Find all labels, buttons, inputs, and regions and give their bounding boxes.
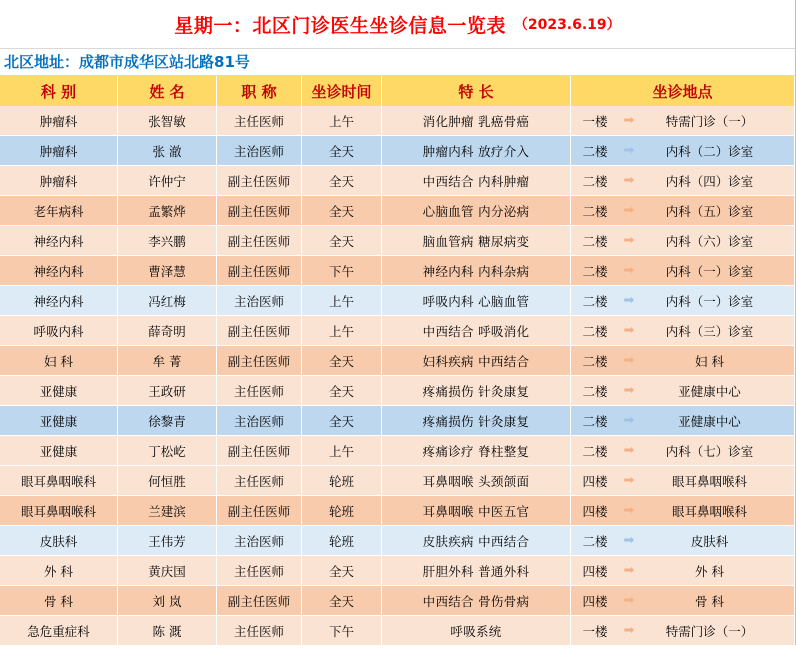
time-cell: 全天 xyxy=(302,406,382,435)
right-arrow-icon: ➡ xyxy=(623,293,635,308)
title-cell: 主任医师 xyxy=(217,556,302,585)
title-row xyxy=(0,0,795,49)
time-cell: 全天 xyxy=(302,376,382,405)
time-cell: 全天 xyxy=(302,166,382,195)
title-cell: 副主任医师 xyxy=(217,496,302,525)
table-row xyxy=(0,556,795,586)
title-cell: 副主任医师 xyxy=(217,346,302,375)
header-time: 坐诊时间 xyxy=(302,76,382,106)
location-cell xyxy=(571,136,795,165)
specialty-cell: 皮肤疾病 中西结合 xyxy=(382,526,571,555)
floor-text: 二楼 xyxy=(582,413,608,429)
place-text: 内科（五）诊室 xyxy=(665,203,754,219)
time-cell: 下午 xyxy=(302,616,382,645)
specialty-cell: 肝胆外科 普通外科 xyxy=(382,556,571,585)
specialty-cell: 疼痛损伤 针灸康复 xyxy=(382,376,571,405)
right-arrow-icon: ➡ xyxy=(623,143,635,158)
right-arrow-icon: ➡ xyxy=(623,593,635,608)
time-cell: 全天 xyxy=(302,136,382,165)
table-header xyxy=(0,76,795,106)
location-cell xyxy=(571,406,795,435)
floor-text: 四楼 xyxy=(582,563,608,579)
location-cell xyxy=(571,376,795,405)
time-cell: 全天 xyxy=(302,346,382,375)
table-row xyxy=(0,496,795,526)
specialty-cell: 脑血管病 糖尿病变 xyxy=(382,226,571,255)
name-cell: 徐黎青 xyxy=(118,406,217,435)
location-cell xyxy=(571,346,795,375)
title-cell: 副主任医师 xyxy=(217,316,302,345)
place-text: 亚健康中心 xyxy=(678,383,741,399)
right-arrow-icon: ➡ xyxy=(623,413,635,428)
title-cell: 主治医师 xyxy=(217,136,302,165)
table-row xyxy=(0,526,795,556)
floor-text: 二楼 xyxy=(582,443,608,459)
specialty-cell: 耳鼻咽喉 中医五官 xyxy=(382,496,571,525)
page-title: 星期一：北区门诊医生坐诊信息一览表 xyxy=(174,14,506,37)
right-arrow-icon: ➡ xyxy=(623,383,635,398)
title-cell: 副主任医师 xyxy=(217,256,302,285)
right-arrow-icon: ➡ xyxy=(623,473,635,488)
name-cell: 黄庆国 xyxy=(118,556,217,585)
right-arrow-icon: ➡ xyxy=(623,623,635,638)
title-cell: 主治医师 xyxy=(217,406,302,435)
location-cell xyxy=(571,496,795,525)
location-cell xyxy=(571,616,795,645)
right-arrow-icon: ➡ xyxy=(623,353,635,368)
time-cell: 轮班 xyxy=(302,466,382,495)
floor-text: 二楼 xyxy=(582,203,608,219)
right-arrow-icon: ➡ xyxy=(623,233,635,248)
right-arrow-icon: ➡ xyxy=(623,323,635,338)
table-row xyxy=(0,466,795,496)
floor-text: 二楼 xyxy=(582,173,608,189)
header-location: 坐诊地点 xyxy=(571,76,795,106)
specialty-cell: 中西结合 骨伤骨病 xyxy=(382,586,571,615)
location-cell xyxy=(571,526,795,555)
title-cell: 主任医师 xyxy=(217,106,302,135)
dept-cell: 神经内科 xyxy=(0,256,118,285)
specialty-cell: 妇科疾病 中西结合 xyxy=(382,346,571,375)
dept-cell: 骨 科 xyxy=(0,586,118,615)
name-cell: 冯红梅 xyxy=(118,286,217,315)
place-text: 内科（三）诊室 xyxy=(665,323,754,339)
right-arrow-icon: ➡ xyxy=(623,563,635,578)
floor-text: 二楼 xyxy=(582,323,608,339)
table-row xyxy=(0,166,795,196)
name-cell: 何恒胜 xyxy=(118,466,217,495)
place-text: 内科（二）诊室 xyxy=(665,143,754,159)
location-cell xyxy=(571,316,795,345)
place-text: 亚健康中心 xyxy=(678,413,741,429)
name-cell: 李兴鹏 xyxy=(118,226,217,255)
time-cell: 全天 xyxy=(302,196,382,225)
dept-cell: 神经内科 xyxy=(0,226,118,255)
time-cell: 上午 xyxy=(302,316,382,345)
place-text: 内科（四）诊室 xyxy=(665,173,754,189)
dept-cell: 肿瘤科 xyxy=(0,106,118,135)
name-cell: 兰建滨 xyxy=(118,496,217,525)
location-cell xyxy=(571,196,795,225)
floor-text: 二楼 xyxy=(582,293,608,309)
title-cell: 主任医师 xyxy=(217,376,302,405)
address-text: 北区地址：成都市成华区站北路81号 xyxy=(4,53,250,71)
floor-text: 四楼 xyxy=(582,473,608,489)
specialty-cell: 耳鼻咽喉 头颈颌面 xyxy=(382,466,571,495)
title-cell: 主治医师 xyxy=(217,286,302,315)
specialty-cell: 消化肿瘤 乳癌骨癌 xyxy=(382,106,571,135)
place-text: 内科（一）诊室 xyxy=(665,263,754,279)
name-cell: 王政研 xyxy=(118,376,217,405)
specialty-cell: 心脑血管 内分泌病 xyxy=(382,196,571,225)
place-text: 特需门诊（一） xyxy=(665,623,754,639)
right-arrow-icon: ➡ xyxy=(623,533,635,548)
place-text: 眼耳鼻咽喉科 xyxy=(671,473,747,489)
title-cell: 副主任医师 xyxy=(217,166,302,195)
dept-cell: 亚健康 xyxy=(0,406,118,435)
location-cell xyxy=(571,466,795,495)
place-text: 皮肤科 xyxy=(690,533,729,549)
name-cell: 丁松屹 xyxy=(118,436,217,465)
header-dept: 科 别 xyxy=(0,76,118,106)
name-cell: 薛奇明 xyxy=(118,316,217,345)
title-cell: 副主任医师 xyxy=(217,586,302,615)
name-cell: 曹泽慧 xyxy=(118,256,217,285)
specialty-cell: 肿瘤内科 放疗介入 xyxy=(382,136,571,165)
place-text: 骨 科 xyxy=(695,593,724,609)
location-cell xyxy=(571,556,795,585)
time-cell: 全天 xyxy=(302,586,382,615)
table-row xyxy=(0,136,795,166)
floor-text: 二楼 xyxy=(582,533,608,549)
location-cell xyxy=(571,436,795,465)
table-row xyxy=(0,316,795,346)
name-cell: 牟 菁 xyxy=(118,346,217,375)
header-title: 职 称 xyxy=(217,76,302,106)
place-text: 外 科 xyxy=(695,563,724,579)
floor-text: 一楼 xyxy=(582,623,608,639)
floor-text: 二楼 xyxy=(582,233,608,249)
right-arrow-icon: ➡ xyxy=(623,113,635,128)
table-row xyxy=(0,226,795,256)
dept-cell: 肿瘤科 xyxy=(0,166,118,195)
header-name: 姓 名 xyxy=(118,76,217,106)
title-cell: 主任医师 xyxy=(217,466,302,495)
time-cell: 全天 xyxy=(302,226,382,255)
place-text: 内科（六）诊室 xyxy=(665,233,754,249)
dept-cell: 眼耳鼻咽喉科 xyxy=(0,496,118,525)
floor-text: 四楼 xyxy=(582,503,608,519)
dept-cell: 呼吸内科 xyxy=(0,316,118,345)
specialty-cell: 疼痛诊疗 脊柱整复 xyxy=(382,436,571,465)
table-row xyxy=(0,376,795,406)
name-cell: 刘 岚 xyxy=(118,586,217,615)
location-cell xyxy=(571,586,795,615)
time-cell: 轮班 xyxy=(302,496,382,525)
floor-text: 一楼 xyxy=(582,113,608,129)
specialty-cell: 呼吸内科 心脑血管 xyxy=(382,286,571,315)
name-cell: 陈 溉 xyxy=(118,616,217,645)
dept-cell: 皮肤科 xyxy=(0,526,118,555)
table-row xyxy=(0,406,795,436)
specialty-cell: 中西结合 内科肿瘤 xyxy=(382,166,571,195)
dept-cell: 老年病科 xyxy=(0,196,118,225)
table-row xyxy=(0,286,795,316)
time-cell: 全天 xyxy=(302,556,382,585)
place-text: 特需门诊（一） xyxy=(665,113,754,129)
right-arrow-icon: ➡ xyxy=(623,203,635,218)
time-cell: 上午 xyxy=(302,106,382,135)
right-arrow-icon: ➡ xyxy=(623,173,635,188)
page-date: （2023.6.19） xyxy=(513,17,621,33)
dept-cell: 急危重症科 xyxy=(0,616,118,645)
location-cell xyxy=(571,166,795,195)
dept-cell: 神经内科 xyxy=(0,286,118,315)
specialty-cell: 神经内科 内科杂病 xyxy=(382,256,571,285)
address-row xyxy=(0,48,795,76)
header-specialty: 特 长 xyxy=(382,76,571,106)
place-text: 内科（七）诊室 xyxy=(665,443,754,459)
dept-cell: 肿瘤科 xyxy=(0,136,118,165)
table-row xyxy=(0,196,795,226)
floor-text: 二楼 xyxy=(582,143,608,159)
specialty-cell: 呼吸系统 xyxy=(382,616,571,645)
title-cell: 主治医师 xyxy=(217,526,302,555)
floor-text: 二楼 xyxy=(582,383,608,399)
floor-text: 二楼 xyxy=(582,353,608,369)
title-cell: 副主任医师 xyxy=(217,196,302,225)
time-cell: 上午 xyxy=(302,436,382,465)
dept-cell: 妇 科 xyxy=(0,346,118,375)
time-cell: 轮班 xyxy=(302,526,382,555)
name-cell: 张 澈 xyxy=(118,136,217,165)
place-text: 妇 科 xyxy=(695,353,724,369)
name-cell: 孟繁烨 xyxy=(118,196,217,225)
specialty-cell: 中西结合 呼吸消化 xyxy=(382,316,571,345)
specialty-cell: 疼痛损伤 针灸康复 xyxy=(382,406,571,435)
location-cell xyxy=(571,256,795,285)
floor-text: 二楼 xyxy=(582,263,608,279)
place-text: 眼耳鼻咽喉科 xyxy=(671,503,747,519)
time-cell: 上午 xyxy=(302,286,382,315)
title-cell: 副主任医师 xyxy=(217,436,302,465)
name-cell: 王伟芳 xyxy=(118,526,217,555)
right-arrow-icon: ➡ xyxy=(623,263,635,278)
dept-cell: 亚健康 xyxy=(0,436,118,465)
dept-cell: 眼耳鼻咽喉科 xyxy=(0,466,118,495)
dept-cell: 外 科 xyxy=(0,556,118,585)
table-row xyxy=(0,616,795,646)
table-row xyxy=(0,256,795,286)
dept-cell: 亚健康 xyxy=(0,376,118,405)
table-row xyxy=(0,346,795,376)
location-cell xyxy=(571,106,795,135)
floor-text: 四楼 xyxy=(582,593,608,609)
place-text: 内科（一）诊室 xyxy=(665,293,754,309)
name-cell: 张智敏 xyxy=(118,106,217,135)
table-row xyxy=(0,106,795,136)
name-cell: 许仲宁 xyxy=(118,166,217,195)
location-cell xyxy=(571,286,795,315)
title-cell: 主任医师 xyxy=(217,616,302,645)
time-cell: 下午 xyxy=(302,256,382,285)
title-cell: 副主任医师 xyxy=(217,226,302,255)
table-body xyxy=(0,106,795,646)
table-row xyxy=(0,436,795,466)
right-arrow-icon: ➡ xyxy=(623,503,635,518)
location-cell xyxy=(571,226,795,255)
table-row xyxy=(0,586,795,616)
right-arrow-icon: ➡ xyxy=(623,443,635,458)
